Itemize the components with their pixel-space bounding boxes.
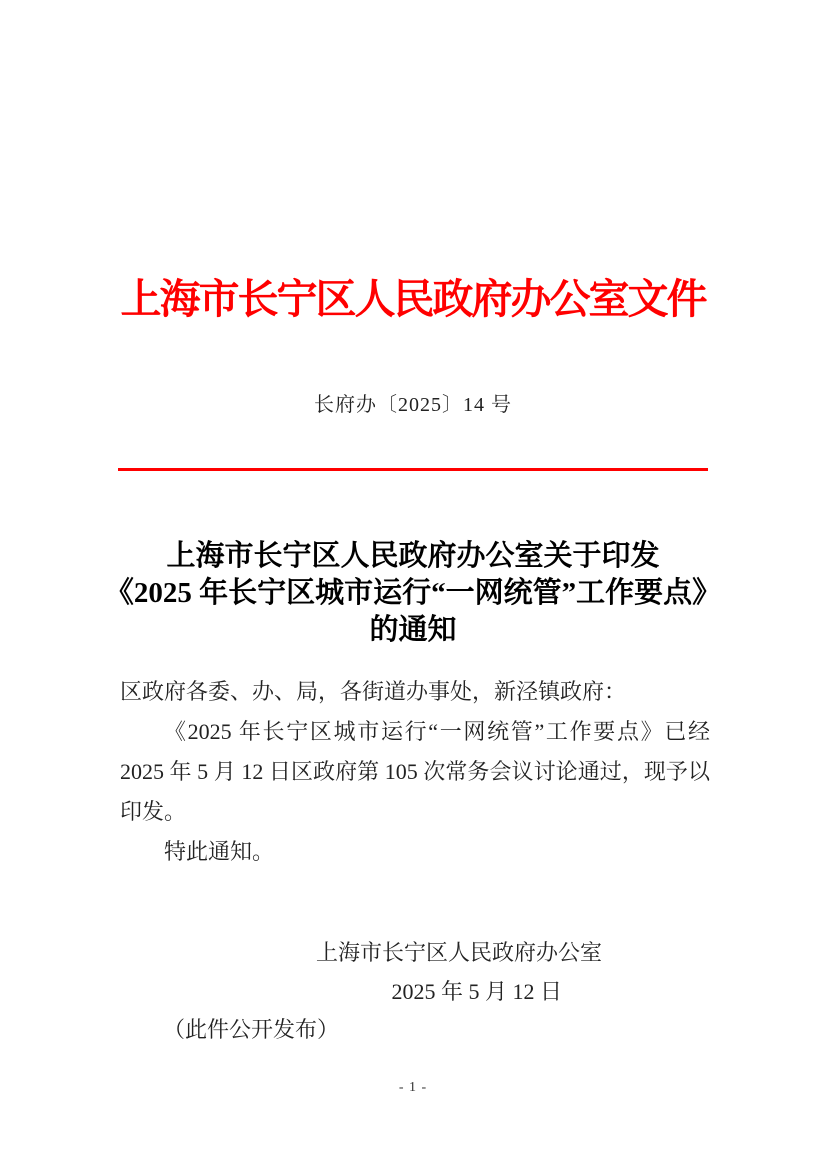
page-number: - 1 - — [398, 1080, 428, 1095]
masthead-title: 上海市长宁区人民政府办公室文件 — [120, 276, 706, 322]
notice-title-line-3: 的通知 — [369, 614, 457, 646]
signature-block — [120, 933, 710, 1011]
document-body — [120, 672, 710, 872]
notice-title-line-2: 《2025 年长宁区城市运行“一网统管”工作要点》 — [104, 577, 722, 609]
body-paragraph: 《2025 年长宁区城市运行“一网统管”工作要点》已经 2025 年 5 月 12 日区政府第 105 次常务会议讨论通过，现予以印发。 — [120, 719, 710, 824]
closing-line: 特此通知。 — [164, 839, 275, 864]
notice-title — [0, 538, 826, 649]
red-divider-rule — [118, 468, 708, 471]
notice-title-line-1: 上海市长宁区人民政府办公室关于印发 — [166, 540, 660, 572]
public-release-note: （此件公开发布） — [163, 1017, 340, 1042]
document-number: 长府办〔2025〕14 号 — [314, 394, 512, 416]
issuing-office-signature: 上海市长宁区人民政府办公室 — [315, 940, 602, 965]
issue-date: 2025 年 5 月 12 日 — [391, 979, 562, 1004]
salutation-line: 区政府各委、办、局，各街道办事处，新泾镇政府： — [120, 679, 627, 704]
